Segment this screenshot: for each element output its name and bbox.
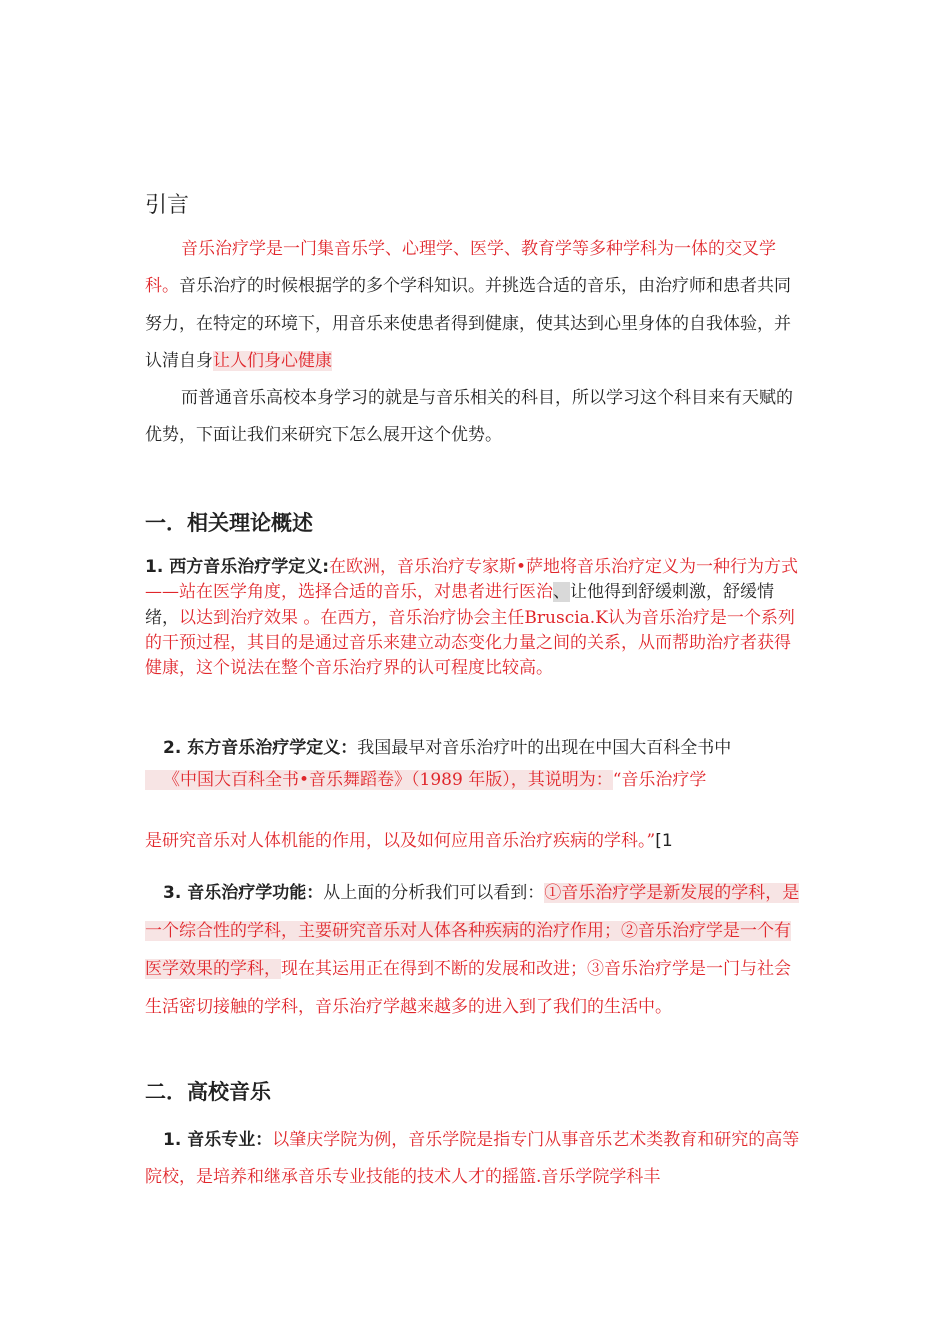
item-3-text-b: ①音乐治疗学是新发展的学科，是一个综合性的学科，主要研究音乐对人体各种疾病的治疗作用；②音乐治疗学是一个有医学效果的学科， (145, 883, 800, 979)
section-1-item-2-line-2 (145, 765, 807, 795)
section-2-heading: 二．高校音乐 (145, 1080, 271, 1104)
section-1-item-2-line-1 (145, 731, 807, 765)
section-1-heading: 一．相关理论概述 (145, 511, 313, 535)
section-1-item-1 (145, 555, 807, 681)
section-2-item-1-text: 以肇庆学院为例，音乐学院是指专门从事音乐艺术类教育和研究的高等院校，是培养和继承音乐专业技能的技术人才的摇篮.音乐学院学科丰 (145, 1130, 800, 1188)
item-1-mark: 、 (553, 582, 570, 603)
item-2-text-b: 《中国大百科全书•音乐舞蹈卷》（1989 年版），其说明为： (145, 770, 613, 790)
item-1-text-b: 让他得到舒缓刺激，舒缓情绪， (145, 582, 774, 628)
item-3-text-d: ③音乐治疗学是一门与社会生活密切接触的学科，音乐治疗学越来越多的进入到了我们的生活中。 (145, 959, 791, 1017)
item-3-text-c: 现在其运用正在得到不断的发展和改进； (281, 959, 587, 979)
item-2-text-c: “音乐治疗学 (612, 770, 707, 790)
section-2-item-1-label: 1. 音乐专业： (163, 1130, 273, 1150)
item-2-text-d: 是研究音乐对人体机能的作用，以及如何应用音乐治疗疾病的学科。” (145, 831, 656, 851)
item-1-text-c: 以达到治疗效果 。在西方，音乐治疗协会主任Bruscia.K认为音乐治疗是一个系列的干预过程，其目的是通过音乐来建立动态变化力量之间的关系，从而帮助治疗者获得健康，这个说法在整个音乐治疗界的认可程度比较高。 (145, 607, 795, 679)
intro-body-text: 音乐治疗的时候根据学的多个学科知识。并挑选合适的音乐，由治疗师和患者共同努力，在特定的环境下，用音乐来使患者得到健康，使其达到心里身体的自我体验，并认清自身 (145, 276, 791, 371)
item-1-label: 1. 西方音乐治疗学定义: (145, 557, 330, 577)
intro-paragraph-1 (145, 231, 807, 380)
intro-highlight-text: 让人们身心健康 (213, 350, 332, 371)
section-1-item-3 (145, 874, 807, 1026)
item-2-label: 2. 东方音乐治疗学定义： (163, 738, 358, 758)
intro-paragraph-2: 而普通音乐高校本身学习的就是与音乐相关的科目，所以学习这个科目来有天赋的优势，下面让我们来研究下怎么展开这个优势。 (145, 388, 793, 446)
section-1-item-2-line-3 (145, 826, 807, 856)
item-3-label: 3. 音乐治疗学功能： (163, 883, 324, 903)
section-2-item-1 (145, 1122, 807, 1197)
item-2-text-a: 我国最早对音乐治疗叶的出现在中国大百科全书中 (357, 738, 732, 758)
intro-definition-text: 音乐治疗学是一门集音乐学、心理学、医学、教育学等多种学科为一体的交叉学科。 (145, 239, 776, 297)
item-3-text-a: 从上面的分析我们可以看到： (323, 883, 545, 903)
intro-heading: 引言 (145, 193, 190, 218)
item-2-citation: [1 (655, 831, 673, 851)
item-1-text-a: 在欧洲，音乐治疗专家斯•萨地将音乐治疗定义为一种行为方式——站在医学角度，选择合适的音乐，对患者进行医治 (145, 557, 799, 603)
